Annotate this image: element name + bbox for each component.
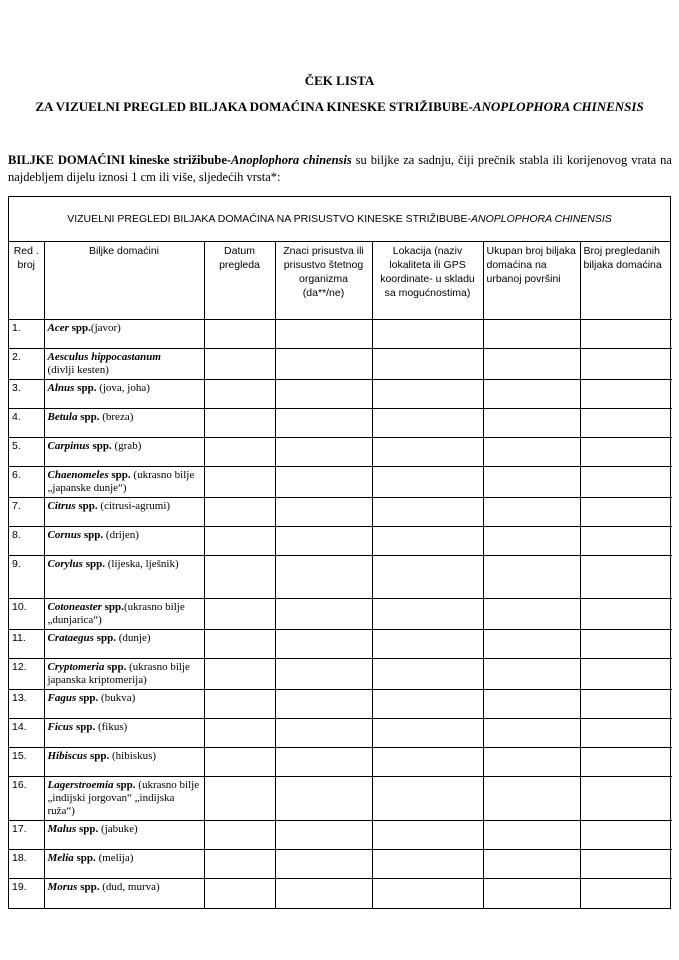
inspection-date-cell[interactable] [204, 630, 275, 659]
plant-common-name: (jabuke) [98, 823, 138, 835]
plant-genus: Alnus [47, 382, 75, 394]
host-plant-cell [44, 821, 204, 850]
presence-cell[interactable] [275, 659, 372, 690]
inspected-count-cell[interactable] [580, 599, 672, 630]
host-plant-cell [44, 320, 204, 349]
plant-common-name: (citrusi-agrumi) [97, 500, 171, 512]
host-plant-cell [44, 498, 204, 527]
host-plant-cell [44, 630, 204, 659]
total-hosts-cell[interactable] [483, 719, 580, 748]
plant-spp: spp. [75, 500, 98, 512]
location-cell[interactable] [372, 556, 483, 599]
table-row [9, 380, 672, 409]
inspection-date-cell[interactable] [204, 879, 275, 908]
col-broj-pregledanih: Broj pregledanih biljaka domaćina [580, 242, 672, 320]
presence-cell[interactable] [275, 630, 372, 659]
presence-cell[interactable] [275, 850, 372, 879]
plant-spp: spp. [77, 881, 100, 893]
table-row [9, 777, 672, 821]
host-plant-cell [44, 879, 204, 908]
total-hosts-cell[interactable] [483, 630, 580, 659]
total-hosts-cell[interactable] [483, 748, 580, 777]
page-subtitle [0, 99, 679, 115]
row-number: 8. [9, 527, 44, 556]
plant-common-name: (dunje) [116, 632, 151, 644]
host-plant-cell [44, 748, 204, 777]
presence-cell[interactable] [275, 777, 372, 821]
col-biljke-domacini: Biljke domaćini [44, 242, 204, 320]
plant-common-name: (grab) [111, 440, 142, 452]
table-row [9, 409, 672, 438]
plant-genus: Crataegus [47, 632, 94, 644]
subtitle-species: ANOPLOPHORA CHINENSIS [472, 99, 644, 114]
plant-genus: Cryptomeria [47, 661, 105, 673]
presence-cell[interactable] [275, 527, 372, 556]
row-number: 12. [9, 659, 44, 690]
plant-common-name: (hibiskus) [109, 750, 157, 762]
row-number: 1. [9, 320, 44, 349]
row-number: 11. [9, 630, 44, 659]
plant-common-name: (javor) [90, 322, 121, 334]
inspected-count-cell[interactable] [580, 690, 672, 719]
plant-spp: spp. [77, 411, 100, 423]
intro-mid: kineske strižibube- [125, 153, 232, 167]
row-number: 13. [9, 690, 44, 719]
host-plant-cell [44, 599, 204, 630]
plant-spp: spp. [87, 750, 110, 762]
table-row [9, 498, 672, 527]
inspected-count-cell[interactable] [580, 850, 672, 879]
table-row [9, 438, 672, 467]
presence-cell[interactable] [275, 438, 372, 467]
inspected-count-cell[interactable] [580, 527, 672, 556]
row-number: 9. [9, 556, 44, 599]
inspected-count-cell[interactable] [580, 409, 672, 438]
presence-cell[interactable] [275, 498, 372, 527]
plant-common-name: (ukrasno bilje „japanske dunje“) [47, 469, 195, 494]
host-plant-cell [44, 349, 204, 380]
inspected-count-cell[interactable] [580, 748, 672, 777]
plant-spp: spp. [73, 721, 96, 733]
total-hosts-cell[interactable] [483, 777, 580, 821]
plant-spp: spp. [113, 779, 136, 791]
inspection-date-cell[interactable] [204, 467, 275, 498]
location-cell[interactable] [372, 630, 483, 659]
presence-cell[interactable] [275, 409, 372, 438]
inspection-date-cell[interactable] [204, 690, 275, 719]
inspected-count-cell[interactable] [580, 659, 672, 690]
plant-common-name: (drijen) [103, 529, 139, 541]
inspected-count-cell[interactable] [580, 438, 672, 467]
presence-cell[interactable] [275, 690, 372, 719]
row-number: 4. [9, 409, 44, 438]
row-number: 14. [9, 719, 44, 748]
presence-cell[interactable] [275, 879, 372, 908]
presence-cell[interactable] [275, 719, 372, 748]
total-hosts-cell[interactable] [483, 409, 580, 438]
inspection-date-cell[interactable] [204, 438, 275, 467]
plant-genus: Fagus [47, 692, 77, 704]
row-number: 7. [9, 498, 44, 527]
row-number: 3. [9, 380, 44, 409]
total-hosts-cell[interactable] [483, 599, 580, 630]
location-cell[interactable] [372, 659, 483, 690]
inspection-date-cell[interactable] [204, 719, 275, 748]
table-header [9, 197, 670, 242]
inspected-count-cell[interactable] [580, 380, 672, 409]
plant-genus: Cornus [47, 529, 82, 541]
plant-genus: Malus [47, 823, 77, 835]
inspection-date-cell[interactable] [204, 349, 275, 380]
table-row [9, 850, 672, 879]
inspected-count-cell[interactable] [580, 349, 672, 380]
inspection-date-cell[interactable] [204, 777, 275, 821]
inspected-count-cell[interactable] [580, 821, 672, 850]
total-hosts-cell[interactable] [483, 556, 580, 599]
host-plant-cell [44, 438, 204, 467]
table-row [9, 879, 672, 908]
plant-common-name: (breza) [99, 411, 134, 423]
plant-common-name: (ukrasno bilje „indijski jorgovan“ „indijska ruža“) [47, 779, 200, 817]
inspection-date-cell[interactable] [204, 320, 275, 349]
location-cell[interactable] [372, 409, 483, 438]
host-plant-cell [44, 659, 204, 690]
col-red-broj: Red . broj [9, 242, 44, 320]
total-hosts-cell[interactable] [483, 349, 580, 380]
inspection-table [9, 242, 672, 908]
presence-cell[interactable] [275, 599, 372, 630]
plant-genus: Cotoneaster [47, 601, 102, 613]
location-cell[interactable] [372, 349, 483, 380]
inspected-count-cell[interactable] [580, 777, 672, 821]
row-number: 17. [9, 821, 44, 850]
inspected-count-cell[interactable] [580, 719, 672, 748]
host-plant-cell [44, 556, 204, 599]
inspection-date-cell[interactable] [204, 659, 275, 690]
inspection-date-cell[interactable] [204, 599, 275, 630]
location-cell[interactable] [372, 438, 483, 467]
location-cell[interactable] [372, 380, 483, 409]
location-cell[interactable] [372, 850, 483, 879]
host-plant-cell [44, 777, 204, 821]
row-number: 5. [9, 438, 44, 467]
total-hosts-cell[interactable] [483, 498, 580, 527]
plant-common-name: (divlji kesten) [47, 364, 109, 376]
plant-spp: spp. [74, 382, 97, 394]
total-hosts-cell[interactable] [483, 879, 580, 908]
plant-genus: Corylus [47, 558, 83, 570]
location-cell[interactable] [372, 467, 483, 498]
presence-cell[interactable] [275, 467, 372, 498]
presence-cell[interactable] [275, 556, 372, 599]
inspection-date-cell[interactable] [204, 748, 275, 777]
plant-common-name: (ukrasno bilje „dunjarica“) [47, 601, 185, 626]
subtitle-text: ZA VIZUELNI PREGLED BILJAKA DOMAĆINA KINESKE STRIŽIBUBE- [35, 99, 473, 114]
row-number: 19. [9, 879, 44, 908]
plant-genus: Morus [47, 881, 78, 893]
intro-rest: su biljke za sadnju, čiji prečnik stabla ili korijenovog vrata na najdebljem dijelu iznosi 1 cm ili više, sljedećih vrsta*: [8, 153, 672, 184]
presence-cell[interactable] [275, 349, 372, 380]
inspected-count-cell[interactable] [580, 556, 672, 599]
plant-genus: Chaenomeles [47, 469, 109, 481]
col-lokacija: Lokacija (naziv lokaliteta ili GPS koordinate- u skladu sa mogućnostima) [372, 242, 483, 320]
table-row [9, 349, 672, 380]
presence-cell[interactable] [275, 320, 372, 349]
inspected-count-cell[interactable] [580, 320, 672, 349]
plant-genus: Ficus [47, 721, 74, 733]
checklist-table [8, 196, 671, 909]
location-cell[interactable] [372, 320, 483, 349]
plant-common-name: (lijeska, lješnik) [105, 558, 179, 570]
intro-species: Anoplophora chinensis [231, 153, 352, 167]
plant-common-name: (melija) [95, 852, 134, 864]
plant-genus: Hibiscus [47, 750, 88, 762]
inspection-date-cell[interactable] [204, 498, 275, 527]
table-row [9, 320, 672, 349]
plant-common-name: (jova, joha) [96, 382, 150, 394]
plant-spp: spp. [76, 692, 99, 704]
table-row [9, 467, 672, 498]
presence-cell[interactable] [275, 380, 372, 409]
plant-spp: spp. [101, 601, 124, 613]
intro-paragraph [8, 152, 672, 186]
column-header-row [9, 242, 672, 320]
table-row [9, 527, 672, 556]
inspection-date-cell[interactable] [204, 850, 275, 879]
plant-spp: spp. [82, 558, 105, 570]
plant-spp: spp. [81, 529, 104, 541]
plant-common-name: (bukva) [98, 692, 136, 704]
location-cell[interactable] [372, 777, 483, 821]
plant-spp: spp. [76, 823, 99, 835]
inspection-date-cell[interactable] [204, 556, 275, 599]
total-hosts-cell[interactable] [483, 659, 580, 690]
col-znaci-prisustva: Znaci prisustva ili prisustvo štetnog organizma (da**/ne) [275, 242, 372, 320]
total-hosts-cell[interactable] [483, 438, 580, 467]
plant-spp: spp. [89, 440, 112, 452]
plant-genus: Citrus [47, 500, 76, 512]
location-cell[interactable] [372, 498, 483, 527]
total-hosts-cell[interactable] [483, 850, 580, 879]
location-cell[interactable] [372, 599, 483, 630]
host-plant-cell [44, 467, 204, 498]
plant-spp: spp. [73, 852, 96, 864]
inspected-count-cell[interactable] [580, 467, 672, 498]
host-plant-cell [44, 527, 204, 556]
inspected-count-cell[interactable] [580, 630, 672, 659]
plant-genus: Carpinus [47, 440, 90, 452]
host-plant-cell [44, 380, 204, 409]
row-number: 16. [9, 777, 44, 821]
plant-genus: Lagerstroemia [47, 779, 114, 791]
row-number: 2. [9, 349, 44, 380]
intro-lead: BILJKE DOMAĆINI [8, 153, 126, 167]
host-plant-cell [44, 690, 204, 719]
table-row [9, 630, 672, 659]
total-hosts-cell[interactable] [483, 380, 580, 409]
inspection-date-cell[interactable] [204, 409, 275, 438]
table-row [9, 821, 672, 850]
plant-common-name: (dud, murva) [99, 881, 160, 893]
total-hosts-cell[interactable] [483, 821, 580, 850]
total-hosts-cell[interactable] [483, 527, 580, 556]
plant-genus: Betula [47, 411, 78, 423]
total-hosts-cell[interactable] [483, 690, 580, 719]
plant-genus: Aesculus hippocastanum [47, 351, 161, 363]
row-number: 18. [9, 850, 44, 879]
presence-cell[interactable] [275, 821, 372, 850]
plant-spp: spp. [68, 322, 91, 334]
plant-genus: Melia [47, 852, 74, 864]
host-plant-cell [44, 409, 204, 438]
inspection-date-cell[interactable] [204, 380, 275, 409]
host-plant-cell [44, 850, 204, 879]
location-cell[interactable] [372, 748, 483, 777]
location-cell[interactable] [372, 719, 483, 748]
total-hosts-cell[interactable] [483, 467, 580, 498]
presence-cell[interactable] [275, 748, 372, 777]
plant-common-name: (ukrasno bilje japanska kriptomerija) [47, 661, 190, 686]
table-row [9, 690, 672, 719]
table-row [9, 748, 672, 777]
plant-spp: spp. [108, 469, 131, 481]
location-cell[interactable] [372, 527, 483, 556]
inspected-count-cell[interactable] [580, 879, 672, 908]
col-datum-pregleda: Datum pregleda [204, 242, 275, 320]
location-cell[interactable] [372, 821, 483, 850]
plant-common-name: (fikus) [95, 721, 128, 733]
table-header-species: ANOPLOPHORA CHINENSIS [470, 213, 612, 225]
location-cell[interactable] [372, 690, 483, 719]
plant-genus: Acer [47, 322, 69, 334]
table-row [9, 719, 672, 748]
location-cell[interactable] [372, 879, 483, 908]
table-row [9, 556, 672, 599]
row-number: 10. [9, 599, 44, 630]
table-row [9, 599, 672, 630]
table-header-text: VIZUELNI PREGLEDI BILJAKA DOMAĆINA NA PRISUSTVO KINESKE STRIŽIBUBE- [67, 213, 471, 225]
total-hosts-cell[interactable] [483, 320, 580, 349]
inspection-date-cell[interactable] [204, 527, 275, 556]
row-number: 6. [9, 467, 44, 498]
host-plant-cell [44, 719, 204, 748]
row-number: 15. [9, 748, 44, 777]
plant-spp: spp. [93, 632, 116, 644]
table-row [9, 659, 672, 690]
col-ukupan-broj: Ukupan broj biljaka domaćina na urbanoj površini [483, 242, 580, 320]
page-title: ČEK LISTA [304, 73, 375, 88]
plant-spp: spp. [104, 661, 127, 673]
inspection-date-cell[interactable] [204, 821, 275, 850]
inspected-count-cell[interactable] [580, 498, 672, 527]
